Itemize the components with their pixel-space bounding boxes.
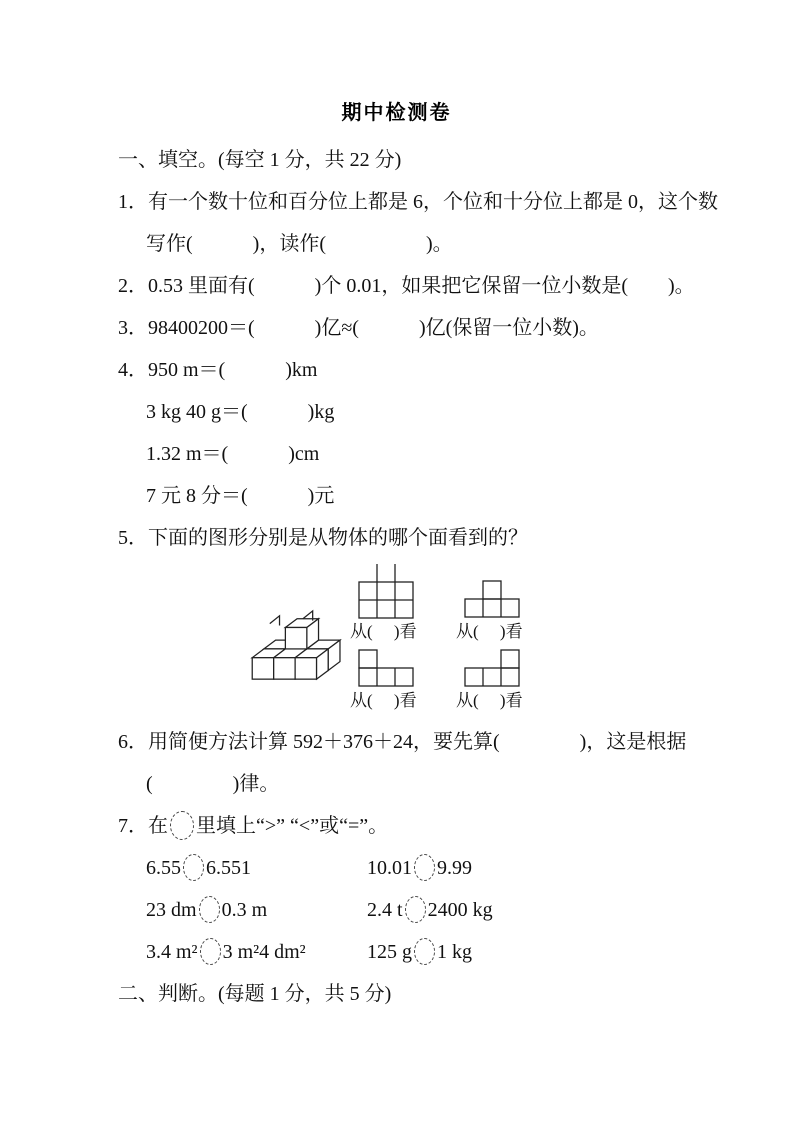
comparison-row — [118, 847, 737, 889]
question-7-prefix: 7．在 — [118, 815, 168, 837]
comparison-left: 125 g — [367, 941, 412, 963]
view-label: 从( )看 — [350, 691, 417, 710]
view-grid-top-icon — [358, 563, 414, 619]
question-7-suffix: 里填上“>” “<”或“=”。 — [196, 815, 389, 837]
page-title: 期中检测卷 — [341, 102, 452, 124]
compare-circle-icon — [200, 938, 221, 965]
section-two-heading: 二、判断。(每题 1 分，共 5 分) — [118, 983, 392, 1005]
view-grid-left-icon — [358, 649, 414, 688]
question-6-line-1: 6．用简便方法计算 592＋376＋24，要先算( )，这是根据 — [118, 731, 687, 753]
compare-circle-icon — [414, 938, 435, 965]
view-label: 从( )看 — [456, 691, 523, 710]
comparison-right: 2400 kg — [427, 899, 493, 921]
comparison-row — [118, 889, 737, 931]
comparison-item — [146, 847, 367, 889]
view-label: 从( )看 — [456, 622, 523, 641]
comparison-right: 3 m²4 dm² — [222, 941, 306, 963]
comparison-right: 6.551 — [206, 857, 251, 879]
view-figure-left — [350, 649, 462, 711]
view-grid-right-icon — [464, 649, 520, 688]
question-1-line-1: 1．有一个数十位和百分位上都是 6，个位和十分位上都是 0，这个数 — [118, 191, 718, 213]
compare-circle-icon — [170, 811, 194, 840]
compare-circle-icon — [183, 854, 204, 881]
view-figure-top — [350, 563, 462, 642]
comparison-left: 2.4 t — [367, 899, 403, 921]
comparison-item — [367, 931, 588, 973]
comparison-left: 10.01 — [367, 857, 412, 879]
question-3: 3．98400200＝( )亿≈( )亿(保留一位小数)。 — [118, 317, 599, 339]
comparison-right: 0.3 m — [221, 899, 268, 921]
exam-content — [118, 139, 737, 1015]
view-figure-front — [456, 580, 568, 642]
comparison-item — [367, 847, 588, 889]
comparison-left: 3.4 m² — [146, 941, 198, 963]
cube-stack-3d-figure — [250, 607, 350, 685]
comparison-item — [146, 889, 367, 931]
question-1-line-2: 写作( )，读作( )。 — [146, 233, 453, 255]
comparison-right: 9.99 — [437, 857, 472, 879]
comparison-right: 1 kg — [437, 941, 472, 963]
comparison-left: 6.55 — [146, 857, 181, 879]
question-4-line-2: 3 kg 40 g＝( )kg — [146, 401, 335, 423]
question-4-line-1: 4．950 m＝( )km — [118, 359, 318, 381]
compare-circle-icon — [405, 896, 426, 923]
question-4-line-4: 7 元 8 分＝( )元 — [146, 485, 335, 507]
question-4-line-3: 1.32 m＝( )cm — [146, 443, 320, 465]
section-one-heading: 一、填空。(每空 1 分，共 22 分) — [118, 149, 402, 171]
question-7 — [118, 805, 737, 847]
compare-circle-icon — [199, 896, 220, 923]
view-label: 从( )看 — [350, 622, 417, 641]
question-2: 2．0.53 里面有( )个 0.01，如果把它保留一位小数是( )。 — [118, 275, 695, 297]
view-figure-right — [456, 649, 568, 711]
view-grid-front-icon — [464, 580, 520, 619]
comparison-left: 23 dm — [146, 899, 197, 921]
question-5: 5．下面的图形分别是从物体的哪个面看到的？ — [118, 527, 528, 549]
comparison-item — [146, 931, 367, 973]
comparison-item — [367, 889, 588, 931]
comparison-row — [118, 931, 737, 973]
compare-circle-icon — [414, 854, 435, 881]
question-6-line-2: ( )律。 — [146, 773, 280, 795]
question-5-figures — [118, 563, 737, 715]
